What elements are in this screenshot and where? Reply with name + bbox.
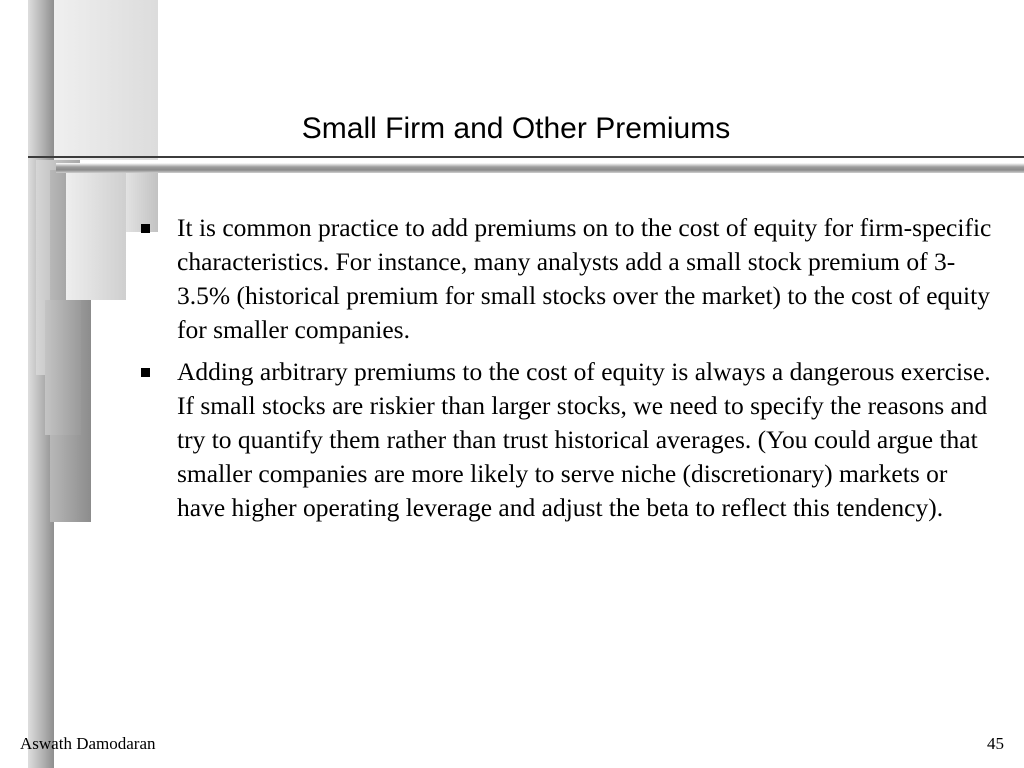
bullet-list bbox=[140, 211, 1000, 533]
title-divider-shadow bbox=[56, 163, 1024, 173]
decorative-bar bbox=[66, 172, 126, 300]
footer-author: Aswath Damodaran bbox=[20, 734, 156, 753]
bullet-text: Adding arbitrary premiums to the cost of equity is always a dangerous exercise. If small stocks are riskier than larger stocks, we need to specify the reasons and try to quantify them rather than trust historical averages. (You could argue that smaller companies are more likely to serve niche (discretionary) markets or have higher operating leverage and adjust the beta to reflect this tendency). bbox=[177, 357, 991, 522]
title-divider bbox=[28, 156, 1024, 158]
bullet-text: It is common practice to add premiums on to the cost of equity for firm-specific characteristics. For instance, many analysts add a small stock premium of 3-3.5% (historical premium for small stocks over the market) to the cost of equity for smaller companies. bbox=[177, 213, 992, 344]
slide-title: Small Firm and Other Premiums bbox=[301, 112, 731, 145]
list-item bbox=[140, 211, 1000, 347]
square-bullet-icon bbox=[141, 224, 150, 233]
square-bullet-icon bbox=[141, 368, 150, 377]
decorative-bar bbox=[45, 300, 81, 435]
page-number: 45 bbox=[987, 734, 1004, 753]
list-item bbox=[140, 355, 1000, 525]
